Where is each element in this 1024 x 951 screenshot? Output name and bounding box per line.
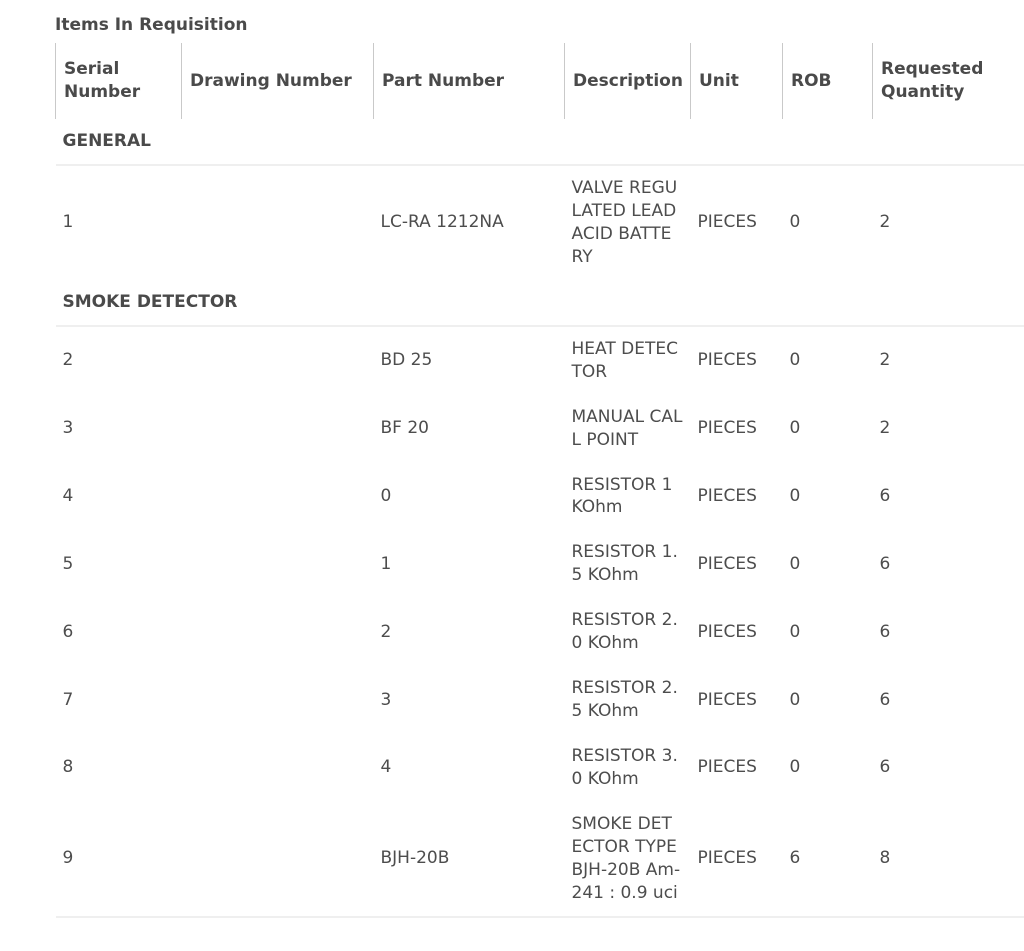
cell-unit: PIECES [697,212,757,233]
column-header-description: Description [565,43,691,119]
cell-serial: 4 [62,485,74,506]
cell-description: VALVE REGULATED LEAD ACID BATTERY [571,178,678,267]
cell-description: RESISTOR 1 KOhm [571,474,673,518]
cell-rob: 0 [789,350,801,371]
column-header-drawing: Drawing Number [182,43,374,119]
cell-serial: 8 [62,757,74,778]
cell-part: LC-RA 1212NA [380,212,504,233]
column-header-unit: Unit [691,43,783,119]
cell-drawing [182,530,374,598]
cell-unit: PIECES [697,350,757,371]
cell-description: SMOKE DETECTOR TYPE BJH-20B Am-241 : 0.9 uci [571,813,681,903]
cell-serial: 6 [62,621,74,642]
cell-drawing [182,395,374,463]
cell-description: RESISTOR 3.0 KOhm [571,746,678,789]
cell-rob: 0 [789,418,801,439]
table-row [56,802,1024,917]
cell-qty: 6 [879,757,891,778]
cell-description: RESISTOR 2.0 KOhm [571,610,678,654]
table-row [56,395,1024,463]
cell-qty: 2 [879,418,891,439]
cell-description: RESISTOR 1.5 KOhm [571,542,678,586]
table-row [56,165,1024,280]
cell-part: 4 [380,757,392,778]
cell-rob: 0 [789,553,801,574]
column-header-rob: ROB [783,43,873,119]
cell-qty: 6 [879,689,891,710]
cell-drawing [182,734,374,802]
cell-unit: PIECES [697,848,757,869]
section-title: SMOKE DETECTOR [56,280,1024,326]
cell-rob: 0 [789,621,801,642]
table-row [56,734,1024,802]
cell-drawing [182,598,374,666]
cell-description: HEAT DETECTOR [571,338,678,382]
cell-part: 0 [380,485,392,506]
section-header-row [56,119,1024,165]
column-header-serial: Serial Number [56,43,182,119]
cell-unit: PIECES [697,553,757,574]
cell-drawing [182,463,374,531]
cell-qty: 6 [879,553,891,574]
cell-description: RESISTOR 2.5 KOhm [571,678,678,722]
section-header-row [56,280,1024,326]
cell-rob: 0 [789,485,801,506]
cell-part: 3 [380,689,392,710]
cell-serial: 7 [62,689,74,710]
cell-serial: 9 [62,848,74,869]
column-header-qty: Requested Quantity [873,43,1024,119]
table-row [56,598,1024,666]
cell-rob: 6 [789,848,801,869]
table-row [56,463,1024,531]
cell-drawing [182,326,374,395]
cell-qty: 6 [879,621,891,642]
cell-qty: 8 [879,848,891,869]
table-row [56,530,1024,598]
section-title: GENERAL [56,119,1024,165]
cell-part: BJH-20B [380,848,450,869]
cell-drawing [182,802,374,917]
cell-serial: 3 [62,418,74,439]
cell-unit: PIECES [697,689,757,710]
cell-qty: 2 [879,350,891,371]
cell-serial: 5 [62,553,74,574]
cell-unit: PIECES [697,757,757,778]
cell-unit: PIECES [697,485,757,506]
cell-unit: PIECES [697,418,757,439]
cell-part: 1 [380,553,392,574]
cell-unit: PIECES [697,621,757,642]
cell-rob: 0 [789,689,801,710]
cell-part: 2 [380,621,392,642]
cell-part: BF 20 [380,418,429,439]
table-header-row [56,43,1024,119]
items-table-body [56,119,1024,917]
cell-rob: 0 [789,212,801,233]
cell-qty: 6 [879,485,891,506]
cell-drawing [182,165,374,280]
items-table [55,43,1024,917]
cell-description: MANUAL CALL POINT [571,406,683,450]
cell-serial: 1 [62,212,74,233]
cell-serial: 2 [62,350,74,371]
cell-qty: 2 [879,212,891,233]
table-row [56,666,1024,734]
column-header-part: Part Number [374,43,565,119]
table-row [56,326,1024,395]
cell-drawing [182,666,374,734]
page-title: Items In Requisition [55,15,248,35]
cell-rob: 0 [789,757,801,778]
cell-part: BD 25 [380,350,433,371]
